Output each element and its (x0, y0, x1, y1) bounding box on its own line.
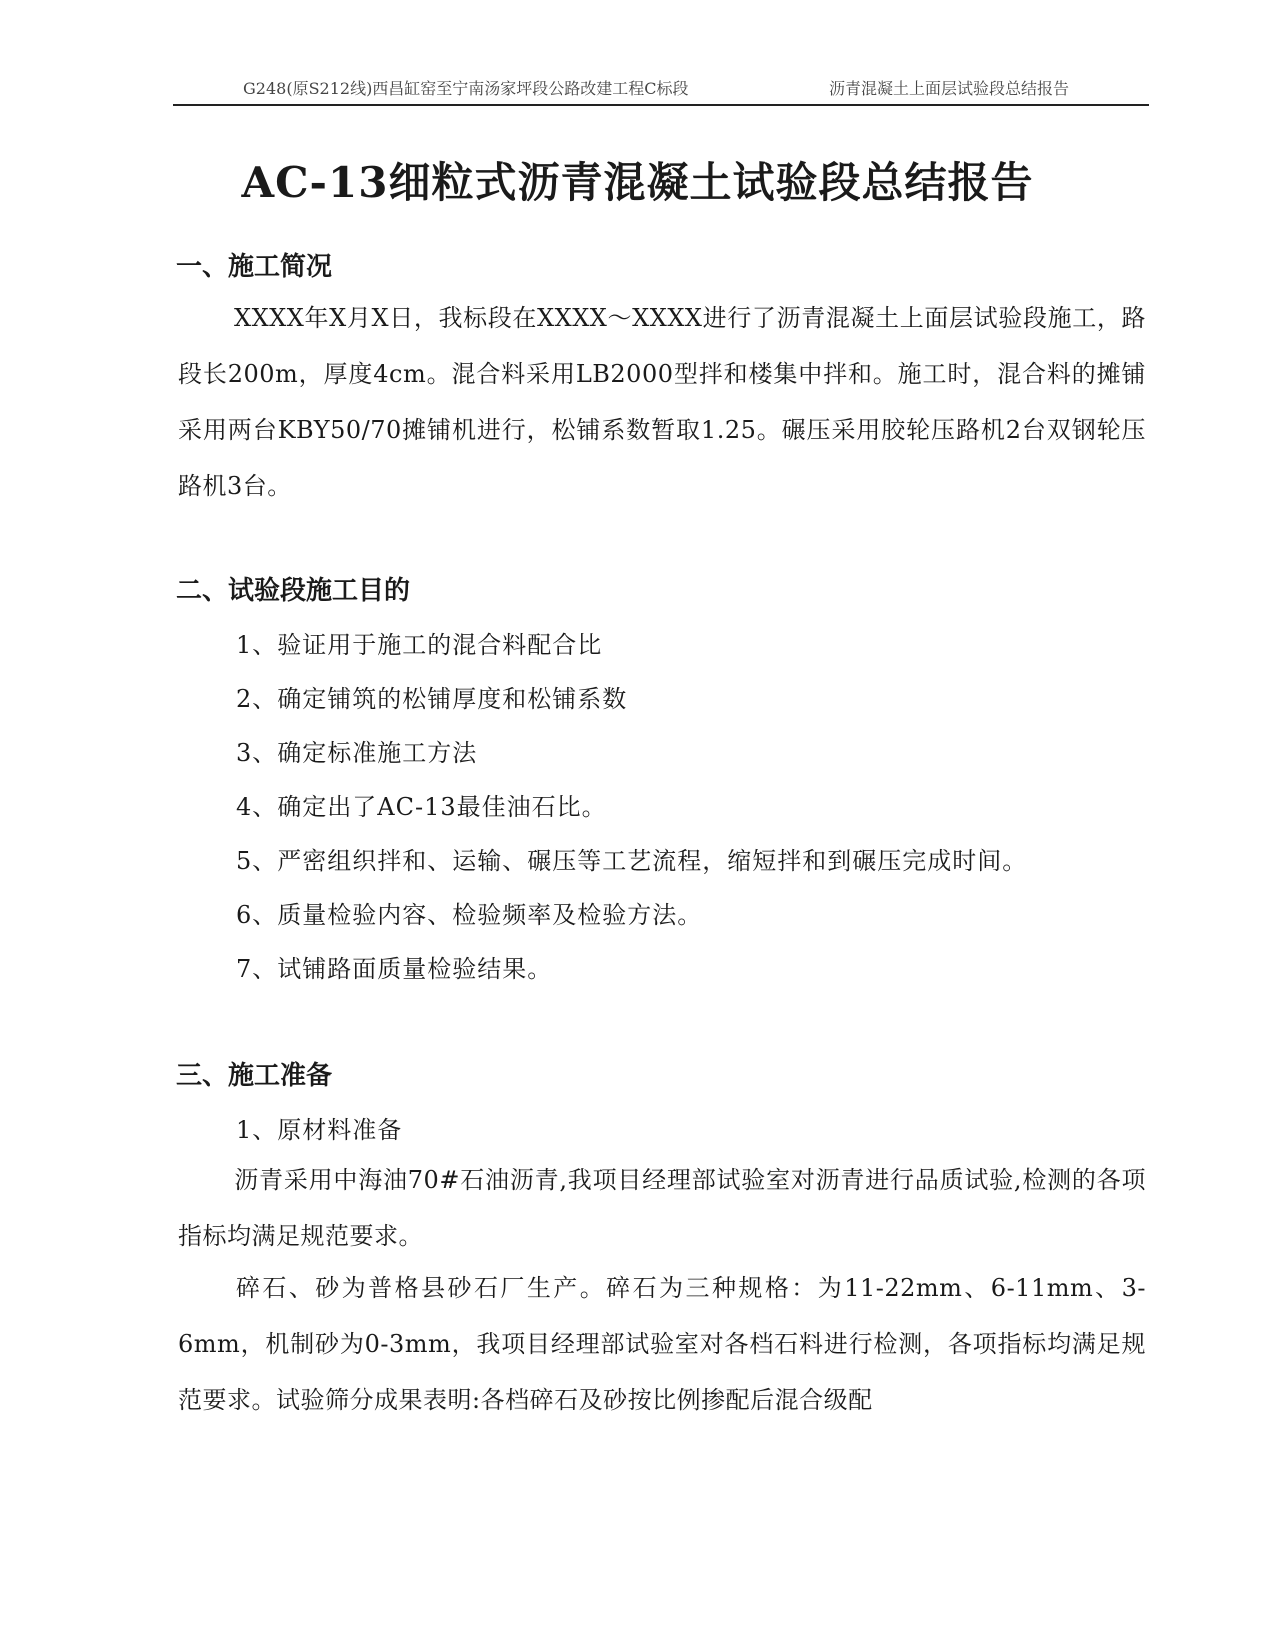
section-3-paragraph-aggregate-text: 碎石、砂为普格县砂石厂生产。碎石为三种规格：为11-22mm、6-11mm、3-6mm，机制砂为0-3mm，我项目经理部试验室对各档石料进行检测，各项指标均满足规范要求。试验筛分成果表明:各档碎石及砂按比例掺配后混合级配 (178, 1274, 1146, 1414)
section-1-paragraph (178, 290, 1146, 514)
page-header (173, 72, 1149, 106)
section-3-paragraph-aggregate (178, 1260, 1146, 1428)
section-3-heading: 三、施工准备 (176, 1061, 333, 1091)
header-report-name: 沥青混凝土上面层试验段总结报告 (828, 79, 1069, 98)
purpose-item: 7、试铺路面质量检验结果。 (236, 955, 553, 983)
section-3-sub-item: 1、原材料准备 (236, 1116, 403, 1144)
purpose-item: 5、严密组织拌和、运输、碾压等工艺流程，缩短拌和到碾压完成时间。 (236, 847, 1028, 875)
section-1-heading: 一、施工简况 (176, 252, 333, 282)
purpose-item: 1、验证用于施工的混合料配合比 (236, 631, 603, 659)
section-2-heading: 二、试验段施工目的 (176, 576, 411, 606)
purpose-item: 2、确定铺筑的松铺厚度和松铺系数 (236, 685, 628, 713)
document-title: AC-13细粒式沥青混凝土试验段总结报告 (241, 158, 1034, 207)
section-3-paragraph-asphalt (178, 1152, 1146, 1264)
section-3-paragraph-asphalt-text: 沥青采用中海油70#石油沥青,我项目经理部试验室对沥青进行品质试验,检测的各项指标均满足规范要求。 (178, 1166, 1146, 1250)
purpose-item: 6、质量检验内容、检验频率及检验方法。 (236, 901, 703, 929)
section-1-paragraph-text: XXXX年X月X日，我标段在XXXX～XXXX进行了沥青混凝土上面层试验段施工，路段长200m，厚度4cm。混合料采用LB2000型拌和楼集中拌和。施工时，混合料的摊铺采用两台KBY50/70摊铺机进行，松铺系数暂取1.25。碾压采用胶轮压路机2台双钢轮压路机3台。 (178, 304, 1146, 500)
header-project-name: G248(原S212线)西昌缸窑至宁南汤家坪段公路改建工程C标段 (243, 79, 689, 98)
purpose-item: 3、确定标准施工方法 (236, 739, 478, 767)
purpose-item: 4、确定出了AC-13最佳油石比。 (236, 793, 607, 821)
